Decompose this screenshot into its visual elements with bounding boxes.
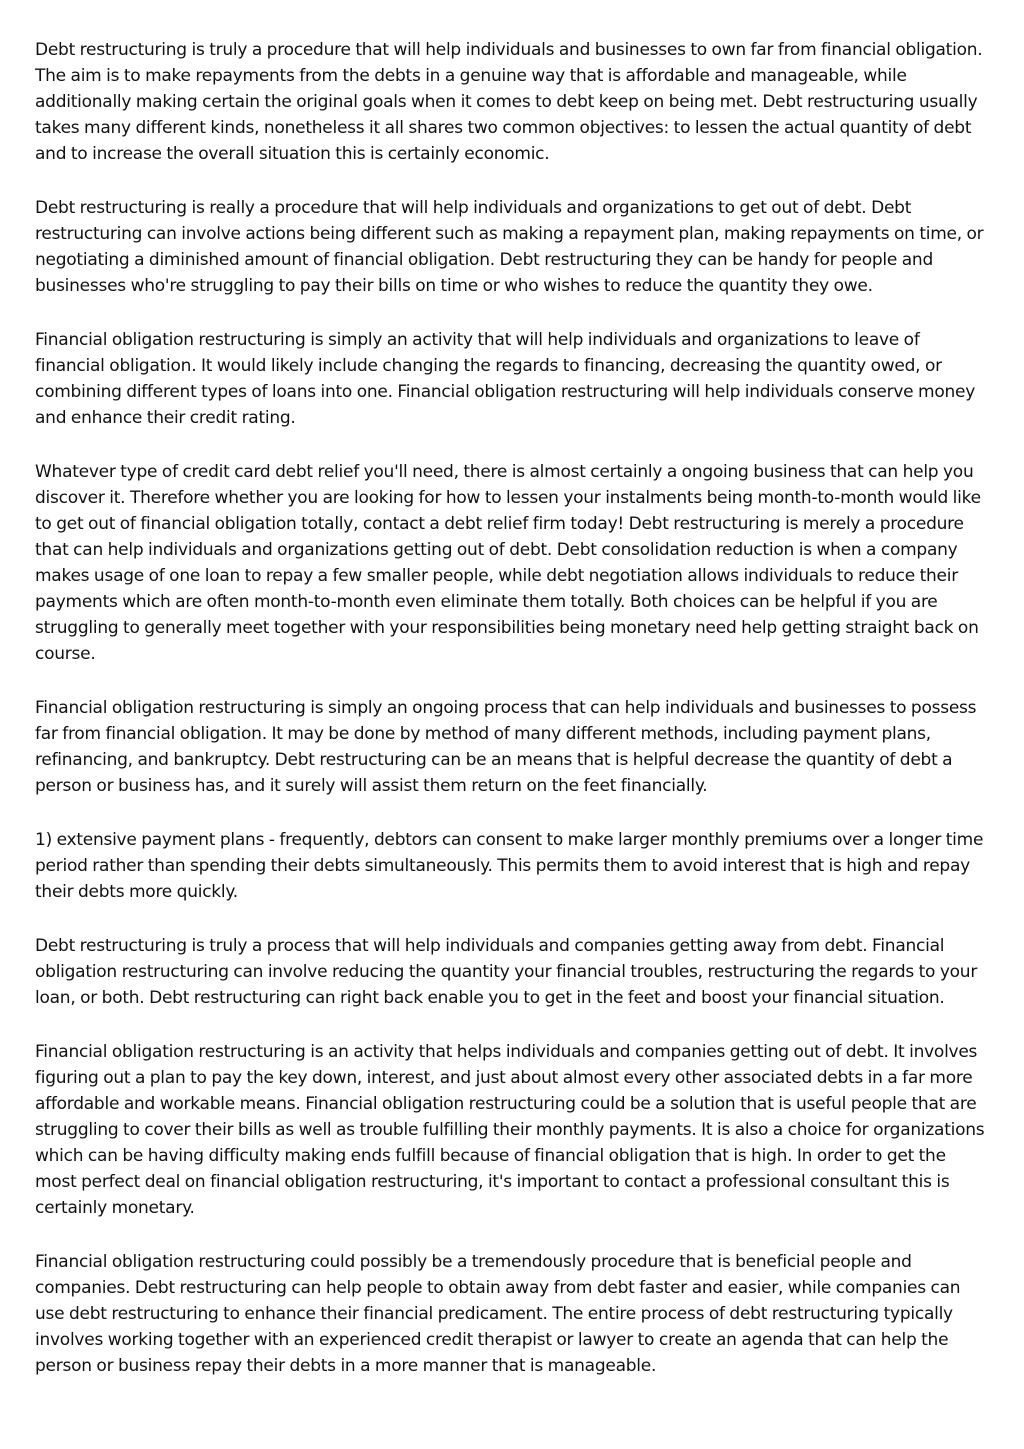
paragraph: Financial obligation restructuring is an activity that helps individuals and companies getting out of debt. It involves figuring out a plan to pay the key down, interest, and just about almost every other associated debts in a far more affordable and workable means. Financial obligation restructuring could be a solution that is useful people that are struggling to cover their bills as well as trouble fulfilling their monthly payments. It is also a choice for organizations which can be having difficulty making ends fulfill because of financial obligation that is high. In order to get the most perfect deal on financial obligation restructuring, it's important to contact a professional consultant this is certainly monetary.: [35, 1042, 985, 1218]
paragraph: Financial obligation restructuring could possibly be a tremendously procedure that is beneficial people and companies. Debt restructuring can help people to obtain away from debt faster and easier, while companies can use debt restructuring to enhance their financial predicament. The entire process of debt restructuring typically involves working together with an experienced credit therapist or lawyer to create an agenda that can help the person or business repay their debts in a more manner that is manageable.: [35, 1252, 961, 1376]
paragraph: Whatever type of credit card debt relief you'll need, there is almost certainly a ongoing business that can help you discover it. Therefore whether you are looking for how to lessen your instalments being month-to-month would like to get out of financial obligation totally, contact a debt relief firm today! Debt restructuring is merely a procedure that can help individuals and organizations getting out of debt. Debt consolidation reduction is when a company makes usage of one loan to repay a few smaller people, while debt negotiation allows individuals to reduce their payments which are often month-to-month even eliminate them totally. Both choices can be helpful if you are struggling to generally meet together with your responsibilities being monetary need help getting straight back on course.: [35, 462, 981, 664]
paragraph: 1) extensive payment plans - frequently, debtors can consent to make larger monthly premiums over a longer time period rather than spending their debts simultaneously. This permits them to avoid interest that is high and repay their debts more quickly.: [35, 830, 984, 902]
paragraph: Debt restructuring is truly a procedure that will help individuals and businesses to own far from financial obligation. The aim is to make repayments from the debts in a genuine way that is affordable and manageable, while additionally making certain the original goals when it comes to debt keep on being met. Debt restructuring usually takes many different kinds, nonetheless it all shares two common objectives: to lessen the actual quantity of debt and to increase the overall situation this is certainly economic.: [35, 40, 983, 164]
paragraph: Financial obligation restructuring is simply an activity that will help individuals and organizations to leave of financial obligation. It would likely include changing the regards to financing, decreasing the quantity owed, or combining different types of loans into one. Financial obligation restructuring will help individuals conserve money and enhance their credit rating.: [35, 330, 976, 428]
paragraph: Debt restructuring is truly a process that will help individuals and companies getting away from debt. Financial obligation restructuring can involve reducing the quantity your financial troubles, restructuring the regards to your loan, or both. Debt restructuring can right back enable you to get in the feet and boost your financial situation.: [35, 936, 978, 1008]
paragraph: Debt restructuring is really a procedure that will help individuals and organizations to get out of debt. Debt restructuring can involve actions being different such as making a repayment plan, making repayments on time, or negotiating a diminished amount of financial obligation. Debt restructuring they can be handy for people and businesses who're struggling to pay their bills on time or who wishes to reduce the quantity they owe.: [35, 198, 984, 296]
paragraph: Financial obligation restructuring is simply an ongoing process that can help individuals and businesses to possess far from financial obligation. It may be done by method of many different methods, including payment plans, refinancing, and bankruptcy. Debt restructuring can be an means that is helpful decrease the quantity of debt a person or business has, and it surely will assist them return on the feet financially.: [35, 698, 977, 796]
